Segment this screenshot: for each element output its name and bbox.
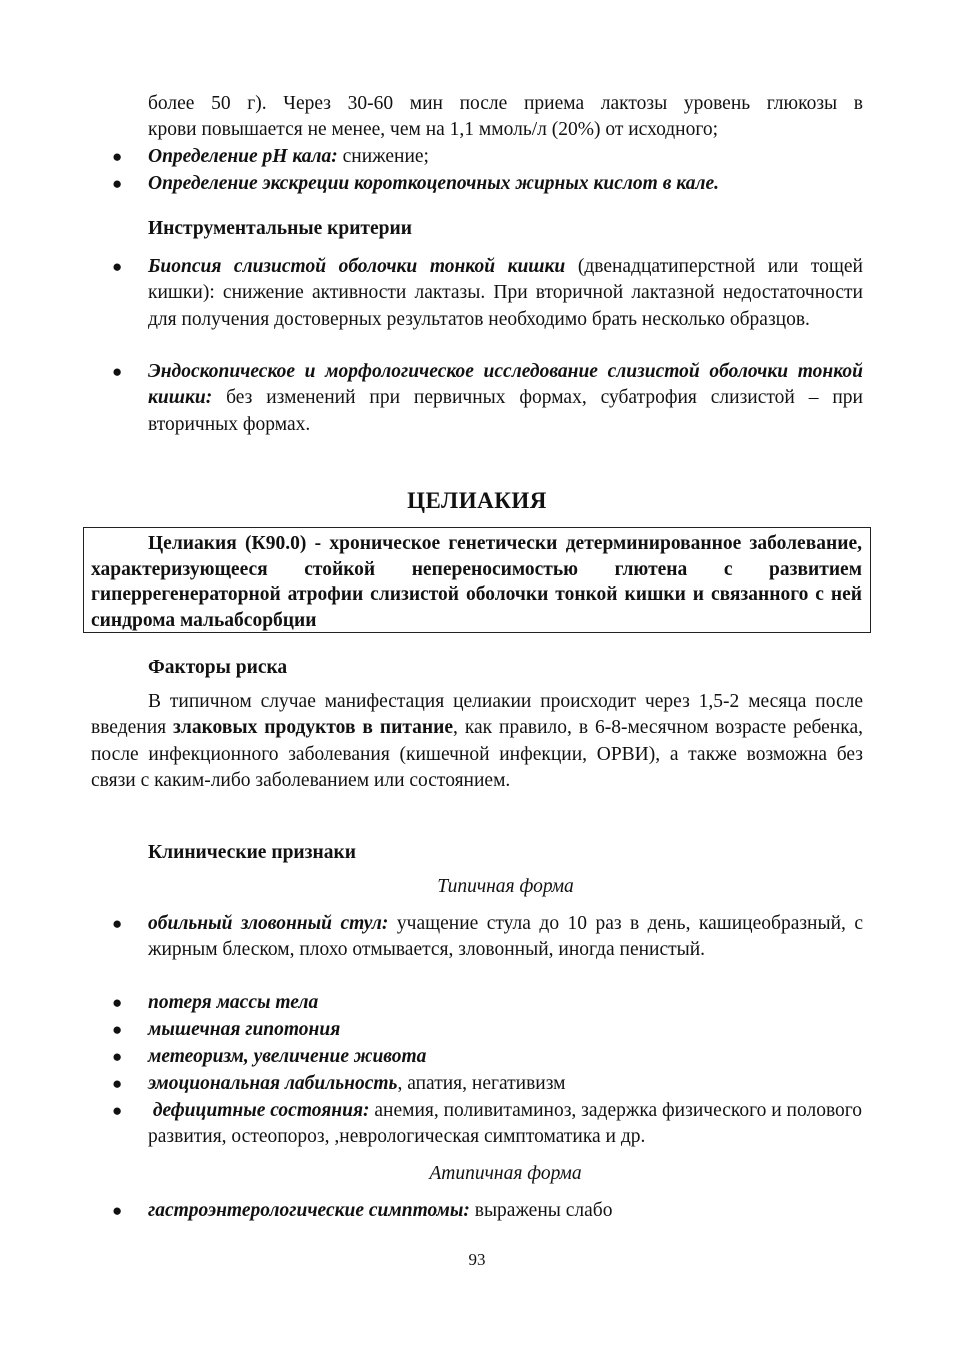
bullet-icon: ● [112,147,123,166]
bullet-icon: ● [112,174,123,193]
continuation-line-1: более 50 г). Через 30-60 мин после приема лактозы уровень глюкозы в [148,93,863,114]
bullet-icon: ● [112,362,123,381]
risk-paragraph: В типичном случае манифестация целиакии происходит через 1,5-2 месяца после введения злаковых продуктов в питание, как правило, в 6-8-месячном возрасте ребенка, после инфекционного заболевания (кишечной инфекции, ОРВИ), а также возможна без связи с каким-либо заболеванием или состоянием. [91,691,863,792]
list-item: мышечная гипотония [148,1019,341,1040]
list-item: Биопсия слизистой оболочки тонкой кишки (двенадцатиперстной или тощей кишки): снижение активности лактазы. При вторичной лактазной недостаточности для получения достоверных результатов необходимо брать несколько образцов. [148,256,863,330]
list-item: обильный зловонный стул: учащение стула до 10 раз в день, кашицеобразный, с жирным блеском, плохо отмывается, зловонный, иногда пенистый. [148,913,864,961]
bullet-icon: ● [112,914,123,933]
atypical-form-label: Атипичная форма [429,1163,582,1184]
risk-heading: Факторы риска [148,657,288,678]
bullet-icon: ● [112,1074,123,1093]
page-number: 93 [468,1250,486,1269]
clinical-heading: Клинические признаки [148,842,356,863]
list-item: гастроэнтерологические симптомы: выражены слабо [148,1200,613,1221]
bullet-icon: ● [112,1020,123,1039]
typical-form-label: Типичная форма [437,876,574,897]
list-item: эмоциональная лабильность, апатия, негативизм [148,1073,566,1094]
bullet-icon: ● [112,1201,123,1220]
instrumental-heading: Инструментальные критерии [148,218,412,239]
list-item: Эндоскопическое и морфологическое исследование слизистой оболочки тонкой кишки: без изменений при первичных формах, субатрофия слизистой – при вторичных формах. [148,361,863,435]
section-title: ЦЕЛИАКИЯ [407,488,547,513]
list-item: дефицитные состояния: анемия, поливитаминоз, задержка физического и полового развития, остеопороз, ,неврологическая симптоматика и др. [148,1100,863,1148]
bullet-icon: ● [112,257,123,276]
list-item: Определение экскреции короткоцепочных жирных кислот в кале. [148,173,719,194]
bullet-icon: ● [112,1047,123,1066]
continuation-line-2: крови повышается не менее, чем на 1,1 ммоль/л (20%) от исходного; [148,119,719,140]
definition-text: Целиакия (К90.0) - хроническое генетически детерминированное заболевание, характеризующееся стойкой непереносимостью глютена с развитием гиперрегенераторной атрофии слизистой оболочки тонкой кишки и связанного с ней синдрома мальабсорбции [91,533,862,631]
list-item: Определение рН кала: снижение; [148,146,429,167]
bullet-icon: ● [112,1101,123,1120]
list-item: потеря массы тела [148,992,319,1013]
bullet-icon: ● [112,993,123,1012]
list-item: метеоризм, увеличение живота [148,1046,427,1067]
